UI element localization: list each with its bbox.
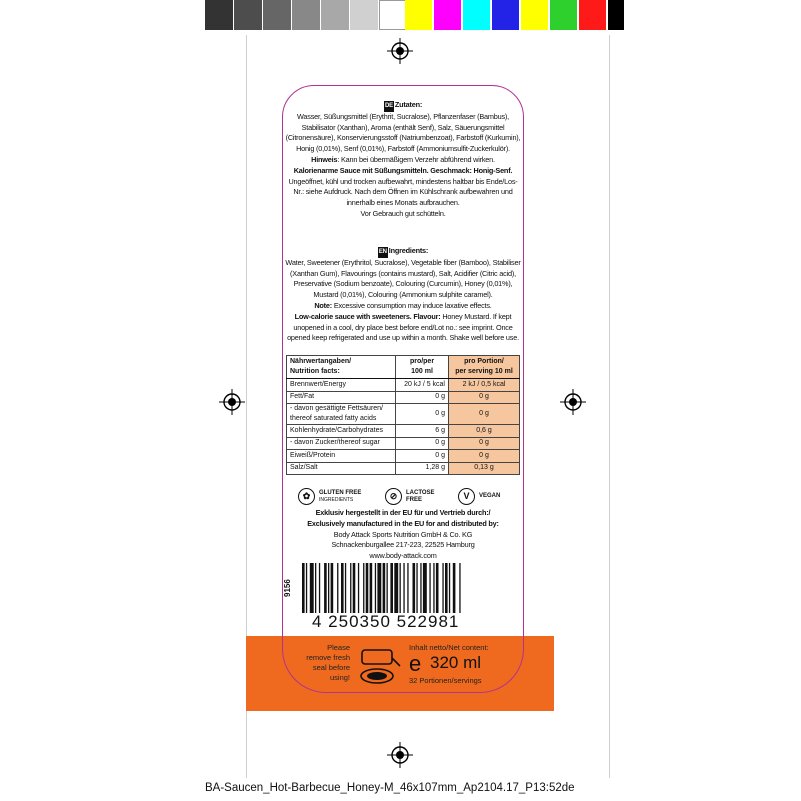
nutrition-row bbox=[287, 425, 520, 438]
servings-count: 32 Portionen/servings bbox=[409, 676, 482, 685]
en-ingredients-text: Water, Sweetener (Erythritol, Sucralose), Vegetable fiber (Bamboo), Stabiliser (Xanthan Gum), Flavourings (contains mustard), Salt, Acidifier (Citric acid), Preservative (Sodium benzoate), Colouring (Curcumin), Honey (0,01%), Mustard (0,01%), Colouring (Ammonium sulphite caramel). bbox=[285, 257, 521, 300]
barcode-side-code: 9156 bbox=[283, 579, 292, 597]
nutrition-header-label: Nährwertangaben/ Nutrition facts: bbox=[287, 356, 396, 379]
color-swatch bbox=[492, 0, 519, 30]
estimated-sign-e: e bbox=[409, 651, 422, 676]
color-swatch bbox=[579, 0, 606, 30]
wheat-icon: ✿ bbox=[298, 488, 315, 505]
value-per-100ml: 0 g bbox=[396, 404, 449, 425]
gray-swatch bbox=[263, 0, 291, 30]
registration-mark-left bbox=[219, 389, 245, 415]
value-per-serving: 2 kJ / 0,5 kcal bbox=[449, 379, 520, 392]
de-heading: Zutaten: bbox=[394, 100, 423, 109]
color-swatch bbox=[405, 0, 432, 30]
barcode-bar bbox=[363, 563, 364, 613]
barcode-bar bbox=[331, 563, 334, 613]
vegan-icon: V bbox=[458, 488, 475, 505]
remove-seal-icon bbox=[356, 646, 402, 690]
value-per-serving: 0 g bbox=[449, 391, 520, 404]
barcode-bar bbox=[377, 563, 381, 613]
barcode-bar bbox=[445, 563, 448, 613]
gray-swatch bbox=[379, 0, 407, 30]
barcode-bar bbox=[302, 563, 305, 613]
value-per-serving: 0 g bbox=[449, 450, 520, 463]
barcode-bar bbox=[375, 563, 376, 613]
barcode-bar bbox=[319, 563, 320, 613]
barcode-bar bbox=[387, 563, 388, 613]
barcode-bar bbox=[429, 563, 430, 613]
manufacturer-line-de: Exklusiv hergestellt in der EU für und Vertrieb durch:/ bbox=[315, 508, 491, 517]
barcode-bar bbox=[407, 563, 408, 613]
gray-swatch bbox=[350, 0, 378, 30]
barcode-bar bbox=[423, 563, 427, 613]
barcode-bar bbox=[383, 563, 386, 613]
en-note-text: Excessive consumption may induce laxative effects. bbox=[332, 300, 492, 310]
value-per-serving: 0,6 g bbox=[449, 425, 520, 438]
barcode-bar bbox=[400, 563, 401, 613]
de-shake-text: Vor Gebrauch gut schütteln. bbox=[360, 208, 446, 218]
value-per-serving: 0 g bbox=[449, 437, 520, 450]
barcode-bar bbox=[453, 563, 456, 613]
color-swatch bbox=[434, 0, 461, 30]
print-file-name: BA-Saucen_Hot-Barbecue_Honey-M_46x107mm_Ap2104.17_P13:52de bbox=[205, 782, 575, 794]
de-storage-text: Ungeöffnet, kühl und trocken aufbewahrt, mindestens haltbar bis Ende/Los-Nr.: siehe Aufdruck. Nach dem Öffnen im Kühlschrank aufbewahren und innerhalb eines Monats aufbrauchen. bbox=[288, 176, 518, 208]
nutrient-name: Eiweiß/Protein bbox=[287, 450, 396, 463]
barcode-bar bbox=[337, 563, 338, 613]
de-hint-label: Hinweis bbox=[311, 154, 338, 164]
nutrient-name: Kohlenhydrate/Carbohydrates bbox=[287, 425, 396, 438]
en-lowcal-text: Honey Mustard. If kept unopened in a cool, dry place best before end/Lot no.: see imprint. Once opened keep refrigerated and use up within a month. Shake well before use. bbox=[287, 311, 519, 343]
barcode-bar bbox=[328, 563, 329, 613]
nutrition-row bbox=[287, 462, 520, 475]
barcode-bar bbox=[433, 563, 434, 613]
value-per-100ml: 0 g bbox=[396, 450, 449, 463]
barcode-bar bbox=[310, 563, 314, 613]
value-per-100ml: 0 g bbox=[396, 437, 449, 450]
nutrition-row bbox=[287, 437, 520, 450]
barcode-bar bbox=[403, 563, 404, 613]
barcode-bar bbox=[315, 563, 316, 613]
net-content-label: Inhalt netto/Net content: bbox=[409, 643, 489, 652]
value-per-100ml: 20 kJ / 5 kcal bbox=[396, 379, 449, 392]
color-swatch bbox=[608, 0, 624, 30]
value-per-serving: 0,13 g bbox=[449, 462, 520, 475]
gluten-free-badge bbox=[298, 488, 361, 505]
de-sauce-type: Kalorienarme Sauce mit Süßungsmitteln. Geschmack: Honig-Senf. bbox=[293, 165, 513, 175]
nutrition-row bbox=[287, 404, 520, 425]
nutrition-row bbox=[287, 391, 520, 404]
en-lowcal-label: Low-calorie sauce with sweeteners. Flavour: bbox=[294, 311, 441, 321]
de-ingredients-text: Wasser, Süßungsmittel (Erythrit, Sucralose), Pflanzenfaser (Bambus), Stabilisator (Xanthan), Aroma (enthält Senf), Salz, Säuerungsmittel (Citronensäure), Konservierungsstoff (Natriumbenzoat), Farbstoff (Kurkumin), Honig (0,01%), Senf (0,01%), Farbstoff (Ammoniumsulfit-Zuckerkulör). bbox=[285, 111, 521, 154]
barcode-bar bbox=[436, 563, 439, 613]
en-note-label: Note: bbox=[314, 300, 333, 310]
remove-seal-instruction: Please remove fresh seal before using! bbox=[306, 643, 350, 682]
gluten-free-subtext: INGREDIENTS bbox=[319, 496, 354, 503]
de-tag: DE bbox=[384, 101, 394, 112]
gray-swatch bbox=[205, 0, 233, 30]
gluten-free-text: GLUTEN FREE bbox=[319, 489, 362, 496]
nutrition-table bbox=[286, 355, 520, 475]
company-address: Schnackenburgallee 217-223, 22525 Hamburg bbox=[331, 540, 475, 550]
company-website: www.body-attack.com bbox=[369, 551, 437, 561]
value-per-100ml: 1,28 g bbox=[396, 462, 449, 475]
lactose-free-text: LACTOSE FREE bbox=[406, 489, 435, 503]
barcode-bar bbox=[324, 563, 327, 613]
barcode-bar bbox=[358, 563, 359, 613]
barcode-bar bbox=[420, 563, 421, 613]
value-per-100ml: 0 g bbox=[396, 391, 449, 404]
barcode-bar bbox=[345, 563, 346, 613]
manufacturer-block bbox=[285, 508, 521, 562]
nutrition-row bbox=[287, 379, 520, 392]
color-swatch bbox=[521, 0, 548, 30]
nutrient-name: - davon Zucker/thereof sugar bbox=[287, 437, 396, 450]
barcode-bar bbox=[350, 563, 351, 613]
nutrition-header-row bbox=[287, 356, 520, 379]
ingredients-en bbox=[285, 246, 521, 344]
nutrient-name: Salz/Salt bbox=[287, 462, 396, 475]
en-tag: EN bbox=[378, 247, 388, 258]
manufacturer-line-en: Exclusively manufactured in the EU for and distributed by: bbox=[307, 518, 499, 528]
value-per-100ml: 6 g bbox=[396, 425, 449, 438]
nutrition-header-per100: pro/per 100 ml bbox=[396, 356, 449, 379]
gray-swatch bbox=[321, 0, 349, 30]
vegan-text: VEGAN bbox=[479, 493, 501, 499]
barcode-bar bbox=[394, 563, 398, 613]
barcode-bar bbox=[341, 563, 344, 613]
gray-swatch bbox=[234, 0, 262, 30]
gray-swatch bbox=[292, 0, 320, 30]
value-per-serving: 0 g bbox=[449, 404, 520, 425]
barcode-bar bbox=[306, 563, 307, 613]
milk-icon: ⊘ bbox=[385, 488, 402, 505]
barcode-bar bbox=[459, 563, 460, 613]
barcode-bar bbox=[353, 563, 356, 613]
lactose-free-badge bbox=[385, 488, 435, 505]
en-heading: Ingredients: bbox=[388, 246, 429, 255]
barcode-bar bbox=[370, 563, 373, 613]
nutrient-name: Fett/Fat bbox=[287, 391, 396, 404]
nutrient-name: Brennwert/Energy bbox=[287, 379, 396, 392]
color-swatch bbox=[463, 0, 490, 30]
nutrient-name: - davon gesättigte Fettsäuren/ thereof saturated fatty acids bbox=[287, 404, 396, 425]
barcode-bar bbox=[413, 563, 416, 613]
barcode-bar bbox=[416, 563, 417, 613]
vegan-badge bbox=[458, 488, 500, 505]
barcode-bar bbox=[449, 563, 450, 613]
barcode-number: 4 250350 522981 bbox=[312, 612, 460, 631]
color-swatch bbox=[550, 0, 577, 30]
net-volume: 320 ml bbox=[430, 653, 482, 672]
de-hint-text: : Kann bei übermäßigem Verzehr abführend wirken. bbox=[337, 154, 495, 164]
barcode-image bbox=[302, 563, 504, 613]
company-name: Body Attack Sports Nutrition GmbH & Co. KG bbox=[333, 529, 473, 539]
barcode-bar bbox=[390, 563, 393, 613]
nutrition-header-perserving: pro Portion/ per serving 10 ml bbox=[449, 356, 520, 379]
barcode-bar bbox=[442, 563, 443, 613]
ingredients-de bbox=[285, 100, 521, 220]
nutrition-row bbox=[287, 450, 520, 463]
barcode-bar bbox=[366, 563, 369, 613]
